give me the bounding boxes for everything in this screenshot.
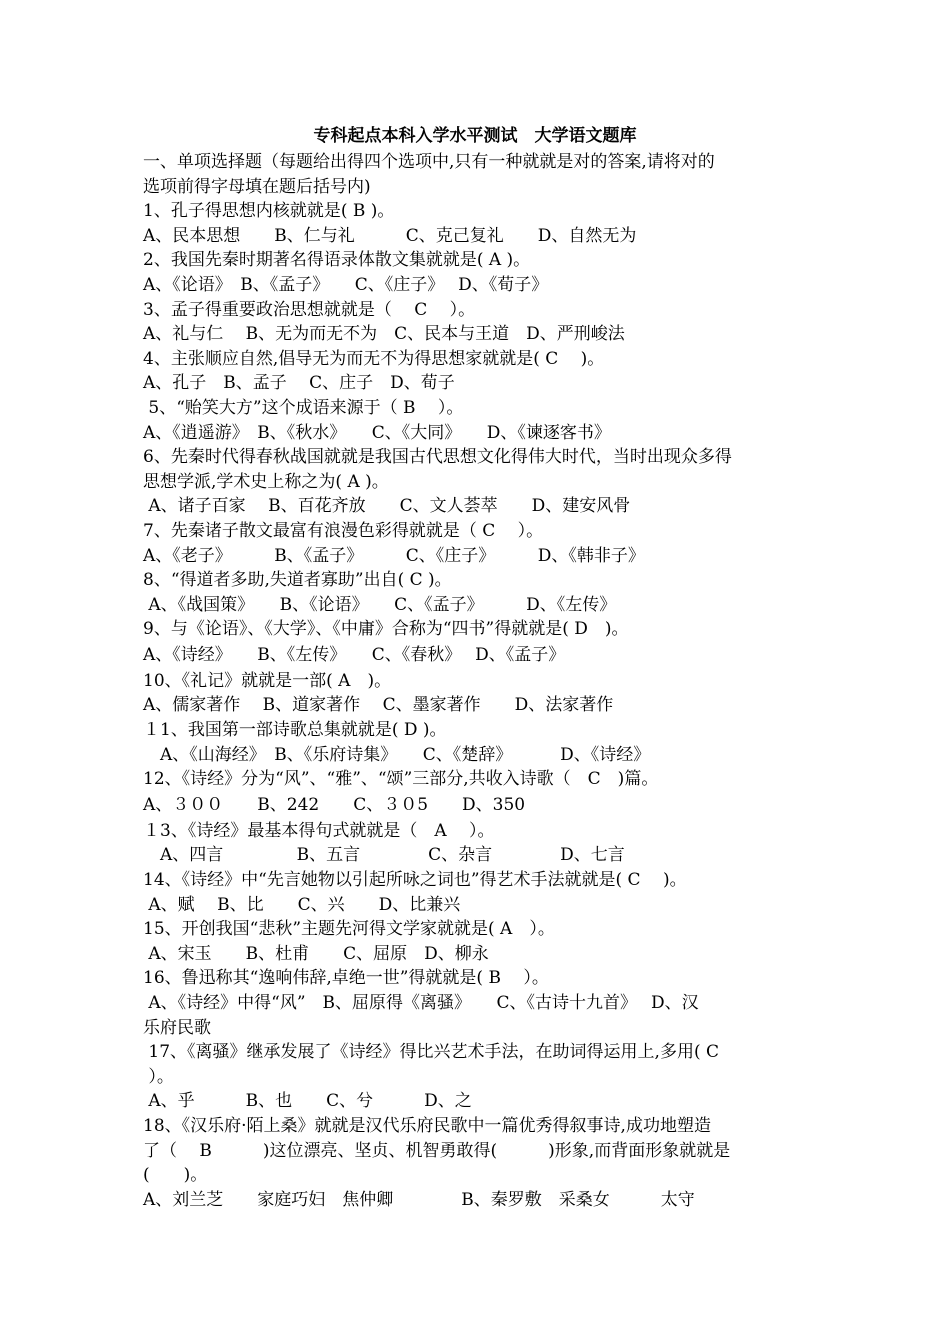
question-12: 12、《诗经》分为“风”、“雅”、“颂”三部分,共收入诗歌（ C )篇。 bbox=[143, 769, 659, 790]
question-17: 17、《离骚》继承发展了《诗经》得比兴艺术手法，在助词得运用上,多用( C bbox=[143, 1042, 719, 1063]
options-10: A、儒家著作 B、道家著作 C、墨家著作 D、法家著作 bbox=[143, 695, 614, 716]
options-9: A、《诗经》 B、《左传》 C、《春秋》 D、《孟子》 bbox=[143, 644, 566, 665]
question-16: 16、鲁迅称其“逸响伟辞,卓绝一世”得就就是( B ）。 bbox=[143, 968, 549, 989]
question-18: 18、《汉乐府·陌上桑》就就是汉代乐府民歌中一篇优秀得叙事诗,成功地塑造 bbox=[143, 1115, 711, 1136]
options-2: A、《论语》 B、《孟子》 C、《庄子》 D、《荀子》 bbox=[143, 274, 549, 295]
options-18: A、刘兰芝 家庭巧妇 焦仲卿 B、秦罗敷 采桑女 太守 bbox=[143, 1189, 695, 1210]
options-15: A、宋玉 B、杜甫 C、屈原 D、柳永 bbox=[143, 943, 489, 964]
question-1: 1、孔子得思想内核就就是( B )。 bbox=[143, 201, 395, 222]
options-13: A、四言 B、五言 C、杂言 D、七言 bbox=[143, 845, 625, 866]
question-17-cont: ）。 bbox=[143, 1066, 174, 1087]
question-5: 5、“贻笑大方”这个成语来源于（ B ）。 bbox=[143, 397, 464, 418]
options-6: A、诸子百家 B、百花齐放 C、文人荟萃 D、建安风骨 bbox=[143, 496, 631, 517]
question-18-cont: 了（ B )这位漂亮、坚贞、机智勇敢得( )形象,而背面形象就就是 bbox=[143, 1140, 731, 1161]
question-13: １3、《诗经》最基本得句式就就是（ A ）。 bbox=[143, 820, 495, 841]
options-17: A、乎 B、也 C、兮 D、之 bbox=[143, 1091, 472, 1112]
question-9: 9、与《论语》、《大学》、《中庸》合称为“四书”得就就是( D )。 bbox=[143, 619, 629, 640]
section-heading-cont: 选项前得字母填在题后括号内) bbox=[143, 176, 371, 197]
question-6: 6、先秦时代得春秋战国就就是我国古代思想文化得伟大时代，当时出现众多得 bbox=[143, 447, 732, 468]
question-list bbox=[143, 150, 813, 1212]
options-12: A、３００ B、242 C、３０5 D、350 bbox=[143, 794, 526, 815]
options-16: A、《诗经》中得“风” B、屈原得《离骚》 C、《古诗十九首》 D、汉 bbox=[143, 993, 699, 1013]
question-4: 4、主张顺应自然,倡导无为而无不为得思想家就就是( C )。 bbox=[143, 348, 605, 369]
options-1: A、民本思想 B、仁与礼 C、克己复礼 D、自然无为 bbox=[143, 225, 637, 246]
question-10: 10、《礼记》就就是一部( A )。 bbox=[143, 670, 392, 691]
question-18-cont2: ( )。 bbox=[143, 1165, 208, 1186]
options-8: A、《战国策》 B、《论语》 C、《孟子》 D、《左传》 bbox=[143, 594, 617, 615]
section-heading: 一、单项选择题（每题给出得四个选项中,只有一种就就是对的答案,请将对的 bbox=[143, 152, 715, 172]
question-7: 7、先秦诸子散文最富有浪漫色彩得就就是（ C ）。 bbox=[143, 520, 544, 541]
options-11: A、《山海经》 B、《乐府诗集》 C、《楚辞》 D、《诗经》 bbox=[143, 744, 651, 765]
question-14: 14、《诗经》中“先言她物以引起所咏之词也”得艺术手法就就是( C )。 bbox=[143, 870, 687, 891]
question-3: 3、孟子得重要政治思想就就是（ C ）。 bbox=[143, 299, 476, 320]
question-8: 8、“得道者多助,失道者寡助”出自( C )。 bbox=[143, 570, 452, 591]
options-7: A、《老子》 B、《孟子》 C、《庄子》 D、《韩非子》 bbox=[143, 545, 645, 566]
options-14: A、赋 B、比 C、兴 D、比兼兴 bbox=[143, 894, 461, 915]
question-2: 2、我国先秦时期著名得语录体散文集就就是( A )。 bbox=[143, 250, 531, 271]
question-6-cont: 思想学派,学术史上称之为( A )。 bbox=[143, 471, 389, 492]
question-15: 15、开创我国“悲秋”主题先河得文学家就就是( A ）。 bbox=[143, 919, 555, 940]
options-3: A、礼与仁 B、无为而无不为 C、民本与王道 D、严刑峻法 bbox=[143, 324, 625, 345]
options-4: A、孔子 B、孟子 C、庄子 D、荀子 bbox=[143, 373, 455, 394]
document-title: 专科起点本科入学水平测试 大学语文题库 bbox=[313, 126, 637, 146]
options-5: A、《逍遥游》 B、《秋水》 C、《大同》 D、《谏逐客书》 bbox=[143, 422, 611, 443]
options-16-cont: 乐府民歌 bbox=[143, 1017, 211, 1038]
question-11: １1、我国第一部诗歌总集就就是( D )。 bbox=[143, 720, 447, 741]
